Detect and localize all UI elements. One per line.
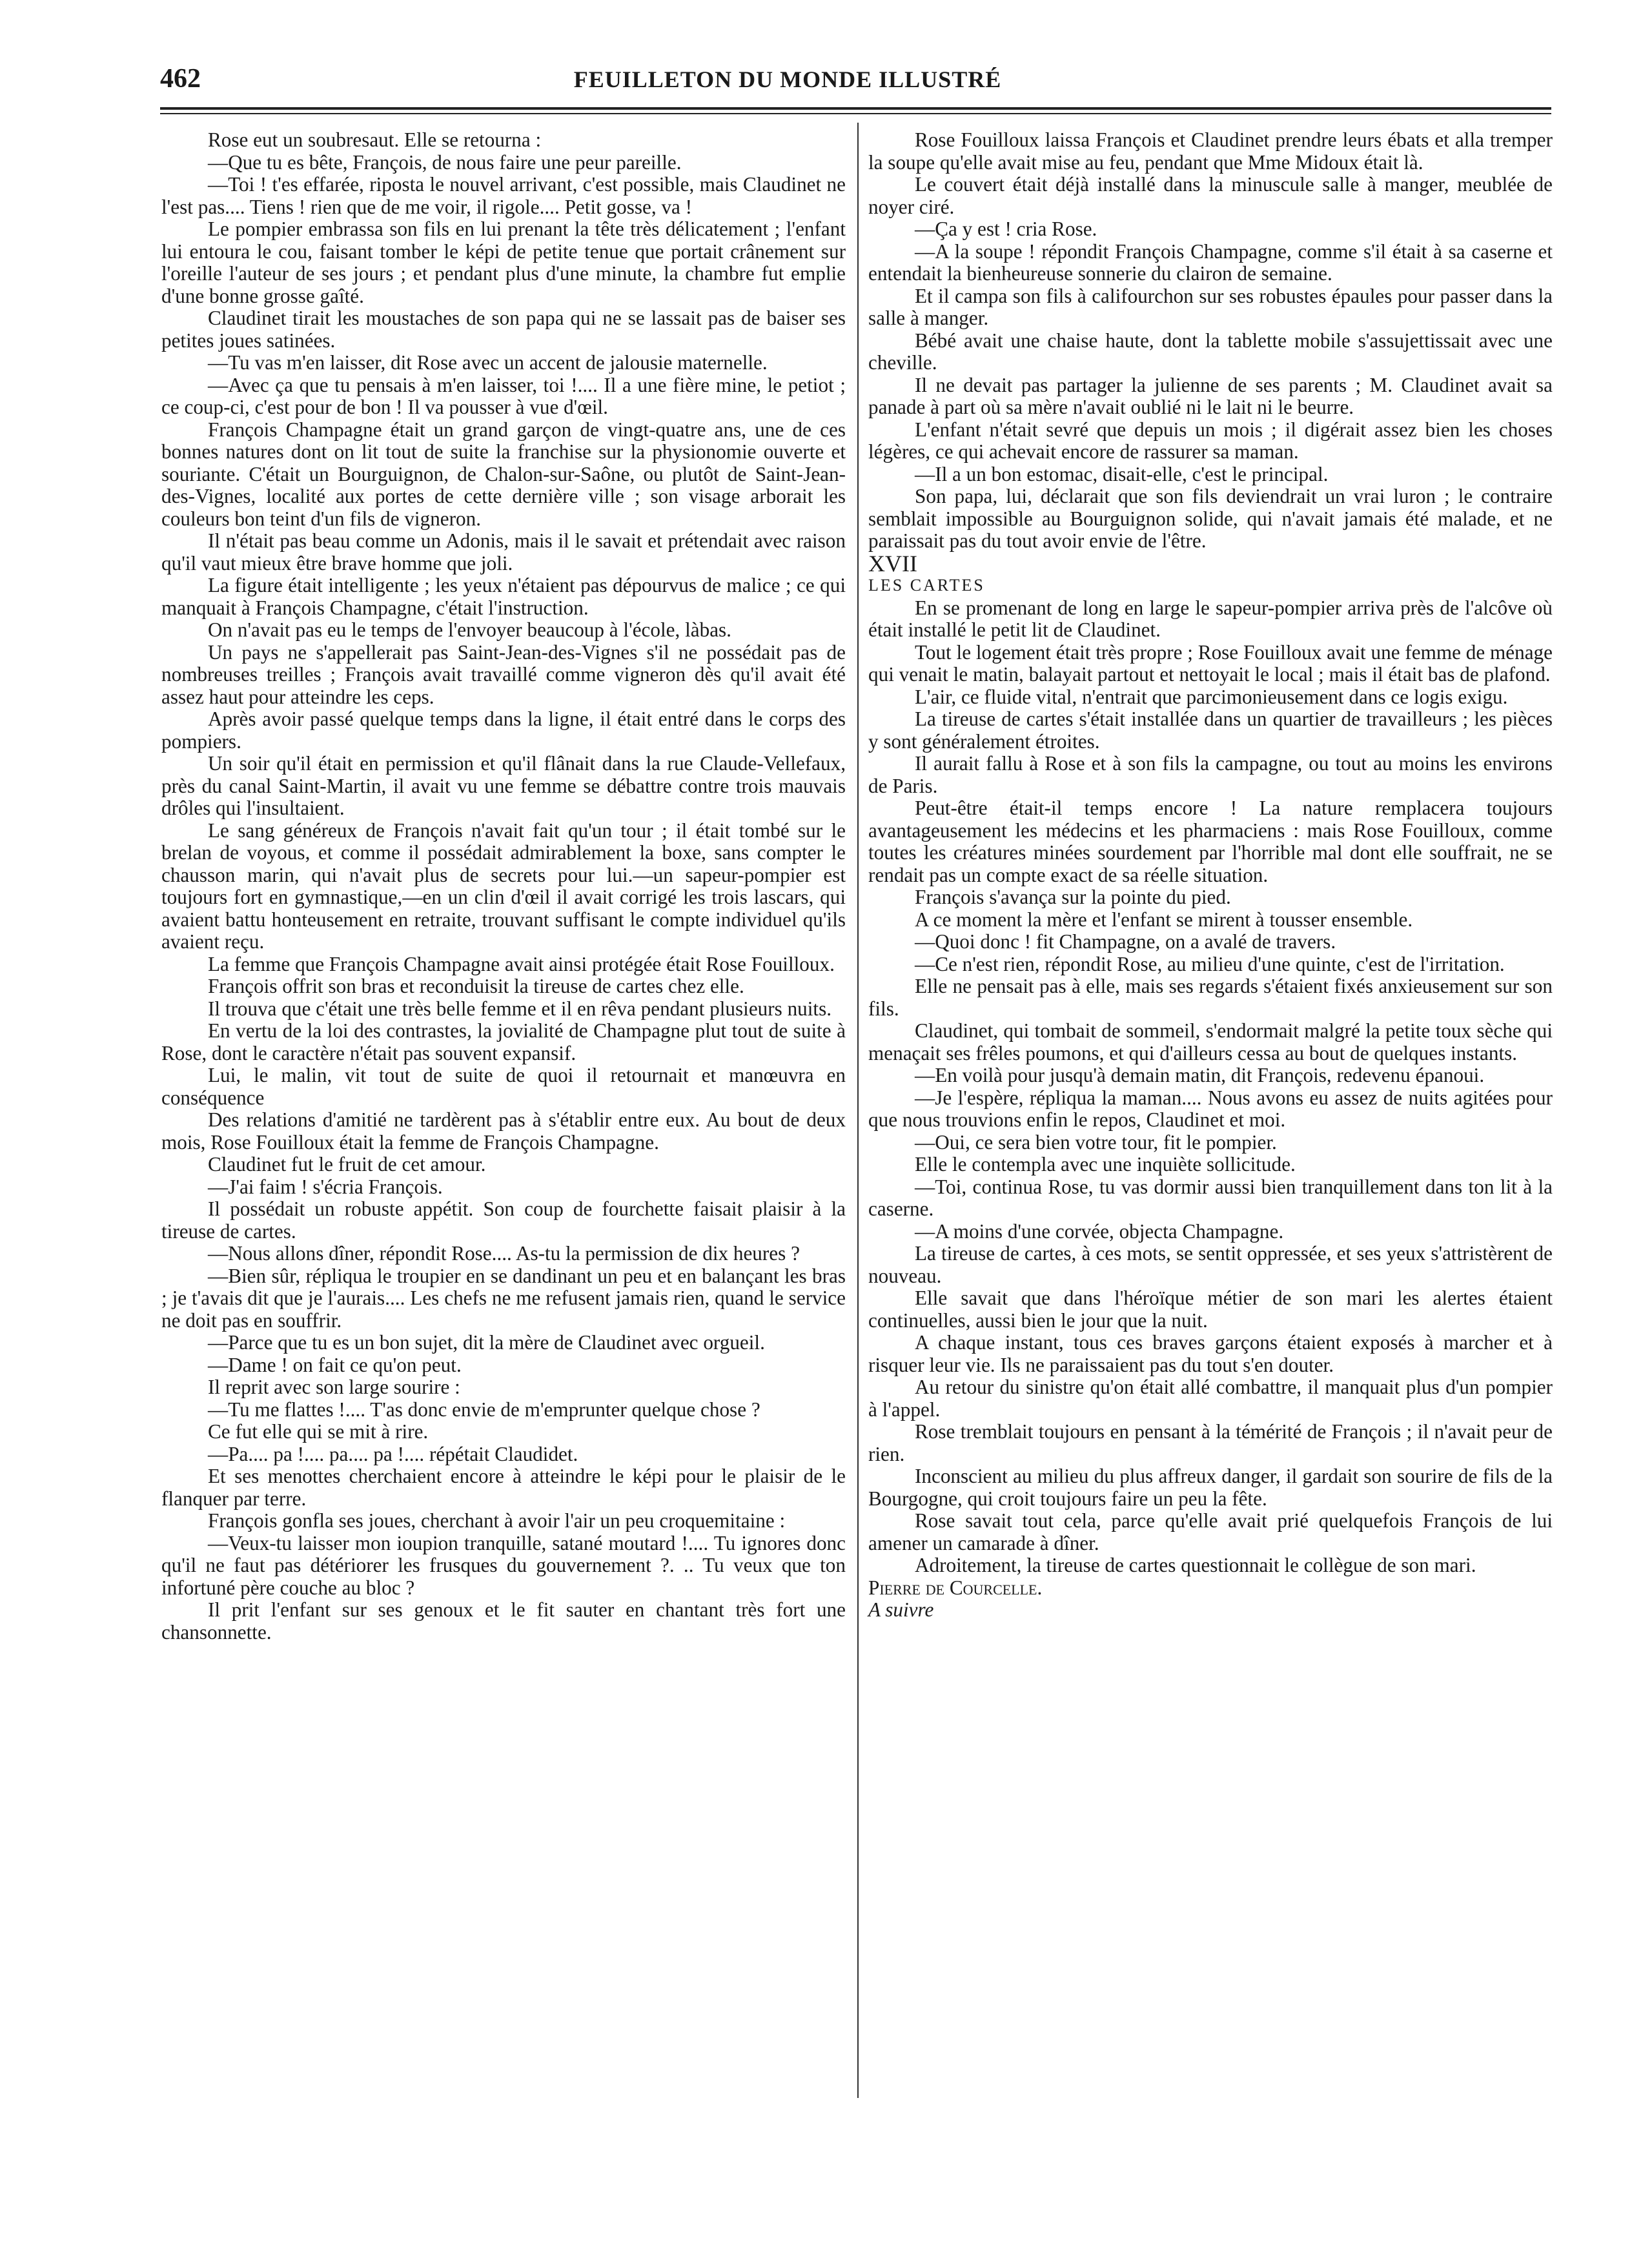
paragraph: —J'ai faim ! s'écria François. (208, 1175, 443, 1198)
paragraph: —Nous allons dîner, répondit Rose.... As-tu la permission de dix heures ? (208, 1242, 800, 1265)
paragraph: Un pays ne s'appellerait pas Saint-Jean-des-Vignes s'il ne possédait pas de nombreuses treilles ; François avait travaillé comme vigneron dès qu'il avait été assez haut pour atteindre les ceps. (161, 640, 846, 708)
paragraph: Claudinet fut le fruit de cet amour. (208, 1153, 486, 1176)
paragraph: Le pompier embrassa son fils en lui prenant la tête très délicatement ; l'enfant lui entoura le cou, faisant tomber le képi de petite tenue que portait crânement sur l'oreille l'auteur de ses jours ; et pendant plus d'une minute, la chambre fut emplie d'une bonne grosse gaîté. (161, 218, 846, 307)
page-number: 462 (160, 64, 201, 94)
paragraph: —Toi ! t'es effarée, riposta le nouvel arrivant, c'est possible, mais Claudinet ne l'est pas.... Tiens ! rien que de me voir, il rigole.... Petit gosse, va ! (161, 173, 846, 218)
paragraph: La figure était intelligente ; les yeux n'étaient pas dépourvus de malice ; ce qui manquait à François Champagne, c'était l'instruction. (161, 574, 846, 619)
right-column (868, 129, 1553, 1622)
header-rule-thin (160, 113, 1551, 114)
paragraph: Lui, le malin, vit tout de suite de quoi il retournait et manœuvra en conséquence (161, 1064, 846, 1109)
paragraph: Bébé avait une chaise haute, dont la tablette mobile s'assujettissait avec une cheville. (868, 329, 1553, 374)
paragraph: Rose tremblait toujours en pensant à la témérité de François ; il n'avait peur de rien. (868, 1420, 1553, 1465)
paragraph: Adroitement, la tireuse de cartes questionnait le collègue de son mari. (915, 1554, 1476, 1576)
paragraph: Ce fut elle qui se mit à rire. (208, 1420, 429, 1443)
paragraph: —Oui, ce sera bien votre tour, fit le pompier. (915, 1130, 1277, 1154)
paragraph: Son papa, lui, déclarait que son fils deviendrait un vrai luron ; le contraire semblait impossible au Bourguignon solide, qui n'avait jamais été malade, et ne paraissait pas du tout avoir envie de l'être. (868, 485, 1553, 552)
paragraph: On n'avait pas eu le temps de l'envoyer beaucoup à l'école, làbas. (208, 618, 731, 641)
paragraph: Elle savait que dans l'héroïque métier de son mari les alertes étaient continuelles, aussi bien le jour que la nuit. (868, 1287, 1553, 1332)
chapter-title: LES CARTES (868, 576, 985, 595)
paragraph: —Tu me flattes !.... T'as donc envie de m'emprunter quelque chose ? (208, 1398, 760, 1421)
right-column-top (868, 129, 1553, 553)
paragraph: Claudinet, qui tombait de sommeil, s'endormait malgré la petite toux sèche qui menaçait ses frêles poumons, et qui d'ailleurs cessa au bout de quelques instants. (868, 1019, 1553, 1064)
paragraph: —Je l'espère, répliqua la maman.... Nous avons eu assez de nuits agitées pour que nous trouvions enfin le repos, Claudinet et moi. (868, 1086, 1553, 1131)
paragraph: —Veux-tu laisser mon ioupion tranquille, satané moutard !.... Tu ignores donc qu'il ne faut pas détériorer les frusques du gouvernement ?. .. Tu veux que ton infortuné père couche au bloc ? (161, 1531, 846, 1599)
paragraph: Il possédait un robuste appétit. Son coup de fourchette faisait plaisir à la tireuse de cartes. (161, 1197, 846, 1243)
paragraph: Tout le logement était très propre ; Rose Fouilloux avait une femme de ménage qui venait le matin, balayait partout et nettoyait le local ; mais il était bas de plafond. (868, 640, 1553, 686)
paragraph: La femme que François Champagne avait ainsi protégée était Rose Fouilloux. (208, 952, 835, 975)
paragraph: —Toi, continua Rose, tu vas dormir aussi bien tranquillement dans ton lit à la caserne. (868, 1175, 1553, 1220)
paragraph: —Il a un bon estomac, disait-elle, c'est le principal. (915, 462, 1329, 485)
paragraph: Et il campa son fils à califourchon sur ses robustes épaules pour passer dans la salle à manger. (868, 284, 1553, 329)
paragraph: Rose eut un soubresaut. Elle se retourna : (208, 128, 542, 151)
paragraph: Après avoir passé quelque temps dans la ligne, il était entré dans le corps des pompiers. (161, 708, 846, 753)
paragraph: Un soir qu'il était en permission et qu'il flânait dans la rue Claude-Vellefaux, près du canal Saint-Martin, il avait vu une femme se débattre contre trois mauvais drôles qui l'insultaient. (161, 752, 846, 819)
paragraph: —Quoi donc ! fit Champagne, on a avalé de travers. (915, 930, 1336, 953)
paragraph: —Que tu es bête, François, de nous faire une peur pareille. (208, 150, 682, 174)
paragraph: Il n'était pas beau comme un Adonis, mais il le savait et prétendait avec raison qu'il vaut mieux être brave homme que joli. (161, 529, 846, 575)
page-title: FEUILLETON DU MONDE ILLUSTRÉ (573, 66, 1002, 92)
paragraph: —Ce n'est rien, répondit Rose, au milieu d'une quinte, c'est de l'irritation. (915, 952, 1505, 975)
paragraph: Elle le contempla avec une inquiète sollicitude. (915, 1153, 1296, 1176)
header-rule (160, 107, 1551, 110)
paragraph: —Pa.... pa !.... pa.... pa !.... répétait Claudidet. (208, 1442, 578, 1465)
paragraph: —A moins d'une corvée, objecta Champagne. (915, 1219, 1284, 1243)
paragraph: Rose savait tout cela, parce qu'elle avait prié quelquefois François de lui amener un camarade à dîner. (868, 1509, 1553, 1554)
paragraph: —Parce que tu es un bon sujet, dit la mère de Claudinet avec orgueil. (208, 1331, 765, 1354)
paragraph: Peut-être était-il temps encore ! La nature remplacera toujours avantageusement les médecins et les pharmaciens : mais Rose Fouilloux, comme toutes les créatures minées sourdement par l'horrible mal dont elle souffrait, ne se rendait pas un compte exact de sa réelle situation. (868, 797, 1553, 886)
paragraph: François Champagne était un grand garçon de vingt-quatre ans, une de ces bonnes natures dont on lit tout de suite la franchise sur la physionomie ouverte et souriante. C'était un Bourguignon, de Chalon-sur-Saône, ou plutôt de Saint-Jean-des-Vignes, localité aux portes de cette dernière ville ; son visage arborait les couleurs bon teint d'un fils de vigneron. (161, 418, 846, 530)
left-column (161, 129, 846, 1644)
paragraph: Des relations d'amitié ne tardèrent pas à s'établir entre eux. Au bout de deux mois, Rose Fouilloux était la femme de François Champagne. (161, 1108, 846, 1154)
paragraph: Il ne devait pas partager la julienne de ses parents ; M. Claudinet avait sa panade à part où sa mère n'avait oublié ni le lait ni le beurre. (868, 373, 1553, 418)
paragraph: François gonfla ses joues, cherchant à avoir l'air un peu croquemitaine : (208, 1509, 786, 1532)
to-be-continued: A suivre (868, 1598, 934, 1621)
paragraph: Le couvert était déjà installé dans la minuscule salle à manger, meublée de noyer ciré. (868, 173, 1553, 218)
paragraph: A ce moment la mère et l'enfant se mirent à tousser ensemble. (915, 908, 1413, 931)
paragraph: —Dame ! on fait ce qu'on peut. (208, 1353, 462, 1376)
paragraph: Il prit l'enfant sur ses genoux et le fit sauter en chantant très fort une chansonnette. (161, 1598, 846, 1644)
paragraph: L'air, ce fluide vital, n'entrait que parcimonieusement dans ce logis exigu. (915, 685, 1508, 708)
chapter-number: XVII (868, 550, 917, 576)
paragraph: —Bien sûr, répliqua le troupier en se dandinant un peu et en balançant les bras ; je t'avais dit que je l'aurais.... Les chefs ne me refusent jamais rien, quand le service ne doit pas en souffrir. (161, 1264, 846, 1332)
author-signature: Pierre de Courcelle. (868, 1576, 1043, 1599)
column-divider (857, 123, 859, 2098)
paragraph: Elle ne pensait pas à elle, mais ses regards s'étaient fixés anxieusement sur son fils. (868, 975, 1553, 1020)
paragraph: A chaque instant, tous ces braves garçons étaient exposés à marcher et à risquer leur vie. Ils ne paraissaient pas du tout s'en douter. (868, 1331, 1553, 1376)
paragraph: Il aurait fallu à Rose et à son fils la campagne, ou tout au moins les environs de Paris. (868, 752, 1553, 797)
paragraph: En vertu de la loi des contrastes, la jovialité de Champagne plut tout de suite à Rose, dont le caractère n'était pas souvent expansif. (161, 1019, 846, 1064)
paragraph: —Tu vas m'en laisser, dit Rose avec un accent de jalousie maternelle. (208, 351, 768, 374)
paragraph: François offrit son bras et reconduisit la tireuse de cartes chez elle. (208, 975, 744, 997)
paragraph: —En voilà pour jusqu'à demain matin, dit François, redevenu épanoui. (915, 1064, 1485, 1086)
paragraph: —A la soupe ! répondit François Champagne, comme s'il était à sa caserne et entendait la bienheureuse sonnerie du clairon de semaine. (868, 239, 1553, 285)
paragraph: Rose Fouilloux laissa François et Claudinet prendre leurs ébats et alla tremper la soupe qu'elle avait mise au feu, pendant que Mme Midoux était là. (868, 128, 1553, 174)
right-column-bottom (868, 597, 1553, 1577)
paragraph: Le sang généreux de François n'avait fait qu'un tour ; il était tombé sur le brelan de voyous, et comme il possédait admirablement la boxe, sans compter le chausson marin, qui n'avait plus de secrets pour lui.—un sapeur-pompier est toujours fort en gymnastique,—en un clin d'œil il avait corrigé les trois lascars, qui avaient battu honteusement en retraite, trouvant suffisant le compte individuel qu'ils avaient reçu. (161, 819, 846, 953)
paragraph: Claudinet tirait les moustaches de son papa qui ne se lassait pas de baiser ses petites joues satinées. (161, 307, 846, 352)
paragraph: La tireuse de cartes s'était installée dans un quartier de travailleurs ; les pièces y sont généralement étroites. (868, 708, 1553, 753)
paragraph: Il reprit avec son large sourire : (208, 1376, 460, 1398)
paragraph: —Ça y est ! cria Rose. (915, 218, 1097, 240)
paragraph: —Avec ça que tu pensais à m'en laisser, toi !.... Il a une fière mine, le petiot ; ce coup-ci, c'est pour de bon ! Il va pousser à vue d'œil. (161, 373, 846, 418)
paragraph: Au retour du sinistre qu'on était allé combattre, il manquait plus d'un pompier à l'appel. (868, 1376, 1553, 1421)
paragraph: François s'avança sur la pointe du pied. (915, 886, 1231, 908)
paragraph: L'enfant n'était sevré que depuis un mois ; il digérait assez bien les choses légères, ce qui achevait encore de rassurer sa maman. (868, 418, 1553, 463)
paragraph: Il trouva que c'était une très belle femme et il en rêva pendant plusieurs nuits. (208, 997, 832, 1020)
paragraph: En se promenant de long en large le sapeur-pompier arriva près de l'alcôve où était installé le petit lit de Claudinet. (868, 596, 1553, 641)
paragraph: Inconscient au milieu du plus affreux danger, il gardait son sourire de fils de la Bourgogne, qui croit toujours faire un peu la fête. (868, 1465, 1553, 1510)
paragraph: Et ses menottes cherchaient encore à atteindre le képi pour le plaisir de le flanquer par terre. (161, 1465, 846, 1510)
paragraph: La tireuse de cartes, à ces mots, se sentit oppressée, et ses yeux s'attristèrent de nouveau. (868, 1242, 1553, 1287)
